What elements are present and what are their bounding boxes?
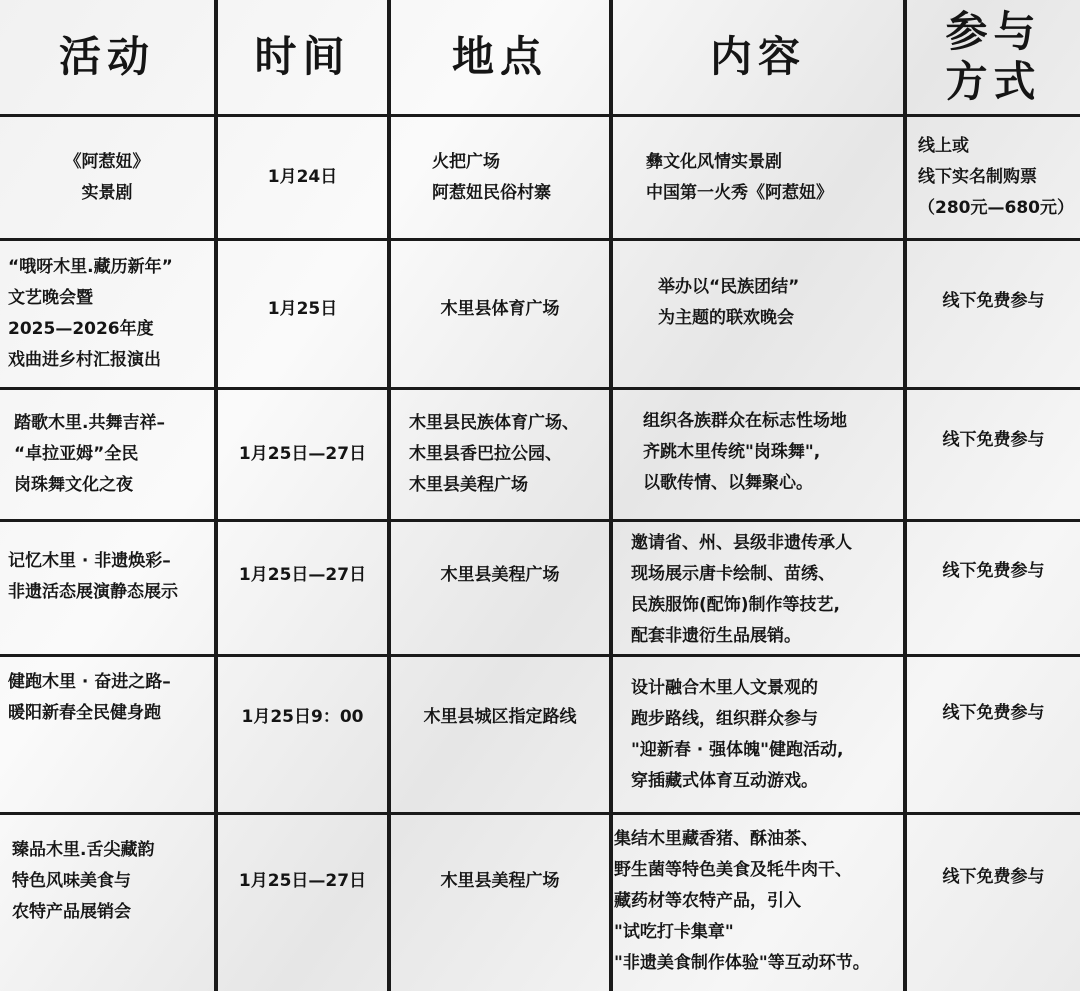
participation-line: 线下免费参与 [942, 702, 1045, 723]
time-line: 1月25日—27日 [238, 444, 367, 464]
participation-line: 线上或 [918, 136, 969, 156]
content-line: 彝文化风情实景剧 [646, 151, 782, 172]
header-participation [907, 0, 1080, 114]
content-line: 藏药材等农特产品，引入 [614, 890, 801, 911]
content-line: 为主题的联欢晚会 [658, 308, 794, 328]
location-line: 木里县民族体育广场、 [409, 413, 579, 433]
time-line: 1月24日 [267, 167, 338, 187]
header-participation-label: 参与 [945, 7, 1042, 56]
header-content-label: 内容 [709, 32, 806, 81]
row-1-content [646, 117, 903, 238]
row-2-activity [8, 241, 214, 387]
header-content [613, 0, 903, 114]
row-4-participation [907, 522, 1080, 620]
row-2-time [218, 241, 387, 377]
time-line: 1月25日—27日 [238, 564, 367, 585]
participation-line: 线下免费参与 [942, 429, 1045, 450]
participation-line: （280元—680元） [918, 198, 1074, 218]
row-4-location [391, 522, 609, 628]
time-line: 1月25日9：00 [241, 706, 364, 727]
participation-line: 线下实名制购票 [918, 167, 1037, 187]
content-line: 设计融合木里人文景观的 [631, 677, 818, 698]
row-5-location [391, 657, 609, 777]
activity-line: 实景剧 [81, 182, 133, 203]
row-6-location [391, 815, 609, 948]
activity-line: 文艺晚会暨 [8, 288, 93, 308]
header-activity-label: 活动 [58, 32, 155, 81]
header-location [391, 0, 609, 114]
activity-line: 农特产品展销会 [12, 902, 131, 922]
row-4-time [218, 522, 387, 628]
content-line: "试吃打卡集章" [614, 921, 734, 942]
time-line: 1月25日—27日 [238, 871, 367, 891]
content-line: 集结木里藏香猪、酥油茶、 [614, 828, 818, 849]
content-line: "非遗美食制作体验"等互动环节。 [614, 952, 870, 973]
row-2-participation [907, 241, 1080, 361]
activity-line: 《阿惹妞》 [64, 151, 150, 172]
activity-line: 臻品木里.舌尖藏韵 [12, 840, 155, 860]
row-6-participation [907, 815, 1080, 939]
row-6-content [614, 815, 903, 987]
content-line: 跑步路线，组织群众参与 [631, 708, 818, 729]
location-line: 木里县美程广场 [440, 871, 560, 891]
row-4-activity [8, 522, 214, 632]
activity-line: 特色风味美食与 [12, 871, 131, 891]
location-line: 木里县美程广场 [440, 564, 560, 585]
time-line: 1月25日 [267, 298, 338, 319]
content-line: 现场展示唐卡绘制、苗绣、 [631, 564, 835, 584]
row-3-activity [14, 390, 214, 519]
row-3-participation [907, 390, 1080, 490]
row-1-participation [918, 117, 1080, 238]
location-line: 木里县香巴拉公园、 [409, 444, 562, 464]
header-participation-label: 方式 [945, 57, 1042, 106]
location-line: 木里县美程广场 [409, 475, 528, 495]
content-line: 举办以“民族团结” [658, 277, 800, 297]
header-time [218, 0, 387, 114]
content-line: 以歌传情、以舞聚心。 [643, 472, 813, 493]
row-1-activity [0, 117, 214, 238]
column-divider [609, 0, 613, 991]
content-line: 民族服饰(配饰)制作等技艺, [631, 595, 840, 615]
header-location-label: 地点 [451, 32, 548, 81]
row-5-time [218, 657, 387, 777]
content-line: 中国第一火秀《阿惹妞》 [646, 182, 833, 203]
row-5-participation [907, 657, 1080, 769]
location-line: 木里县城区指定路线 [423, 706, 577, 727]
row-6-time [218, 815, 387, 948]
activity-line: 踏歌木里.共舞吉祥– [14, 413, 165, 433]
row-2-location [391, 241, 609, 377]
row-3-location [409, 390, 609, 519]
location-line: 阿惹妞民俗村寨 [432, 182, 551, 203]
row-2-content [658, 259, 903, 347]
content-line: 配套非遗衍生品展销。 [631, 626, 801, 646]
content-line: 组织各族群众在标志性场地 [643, 410, 847, 431]
activity-line: 岗珠舞文化之夜 [14, 475, 133, 495]
row-3-time [218, 390, 387, 519]
participation-line: 线下免费参与 [942, 560, 1045, 581]
row-1-location [432, 117, 609, 238]
content-line: 齐跳木里传统"岗珠舞", [643, 441, 821, 462]
row-5-content [631, 657, 903, 812]
activity-line: 暖阳新春全民健身跑 [8, 703, 161, 723]
activity-line: 2025—2026年度 [8, 319, 154, 339]
row-5-activity [8, 657, 214, 739]
activity-line: 戏曲进乡村汇报演出 [8, 350, 161, 370]
header-activity [0, 0, 214, 114]
content-line: "迎新春 · 强体魄"健跑活动, [631, 739, 844, 760]
activity-line: “卓拉亚姆”全民 [14, 444, 139, 464]
row-1-time [218, 117, 387, 238]
location-line: 火把广场 [432, 151, 500, 172]
activity-line: “哦呀木里.藏历新年” [8, 257, 173, 277]
row-6-activity [12, 815, 214, 948]
content-line: 野生菌等特色美食及牦牛肉干、 [614, 859, 852, 880]
location-line: 木里县体育广场 [440, 298, 560, 319]
participation-line: 线下免费参与 [942, 290, 1045, 311]
content-line: 穿插藏式体育互动游戏。 [631, 770, 818, 791]
participation-line: 线下免费参与 [942, 866, 1045, 887]
header-time-label: 时间 [254, 32, 351, 81]
content-line: 邀请省、州、县级非遗传承人 [631, 533, 852, 553]
row-3-content [643, 390, 903, 514]
activity-line: 非遗活态展演静态展示 [8, 582, 178, 602]
row-4-content [631, 526, 903, 654]
activity-line: 记忆木里 · 非遗焕彩– [8, 551, 171, 571]
activity-line: 健跑木里 · 奋进之路– [8, 672, 171, 692]
